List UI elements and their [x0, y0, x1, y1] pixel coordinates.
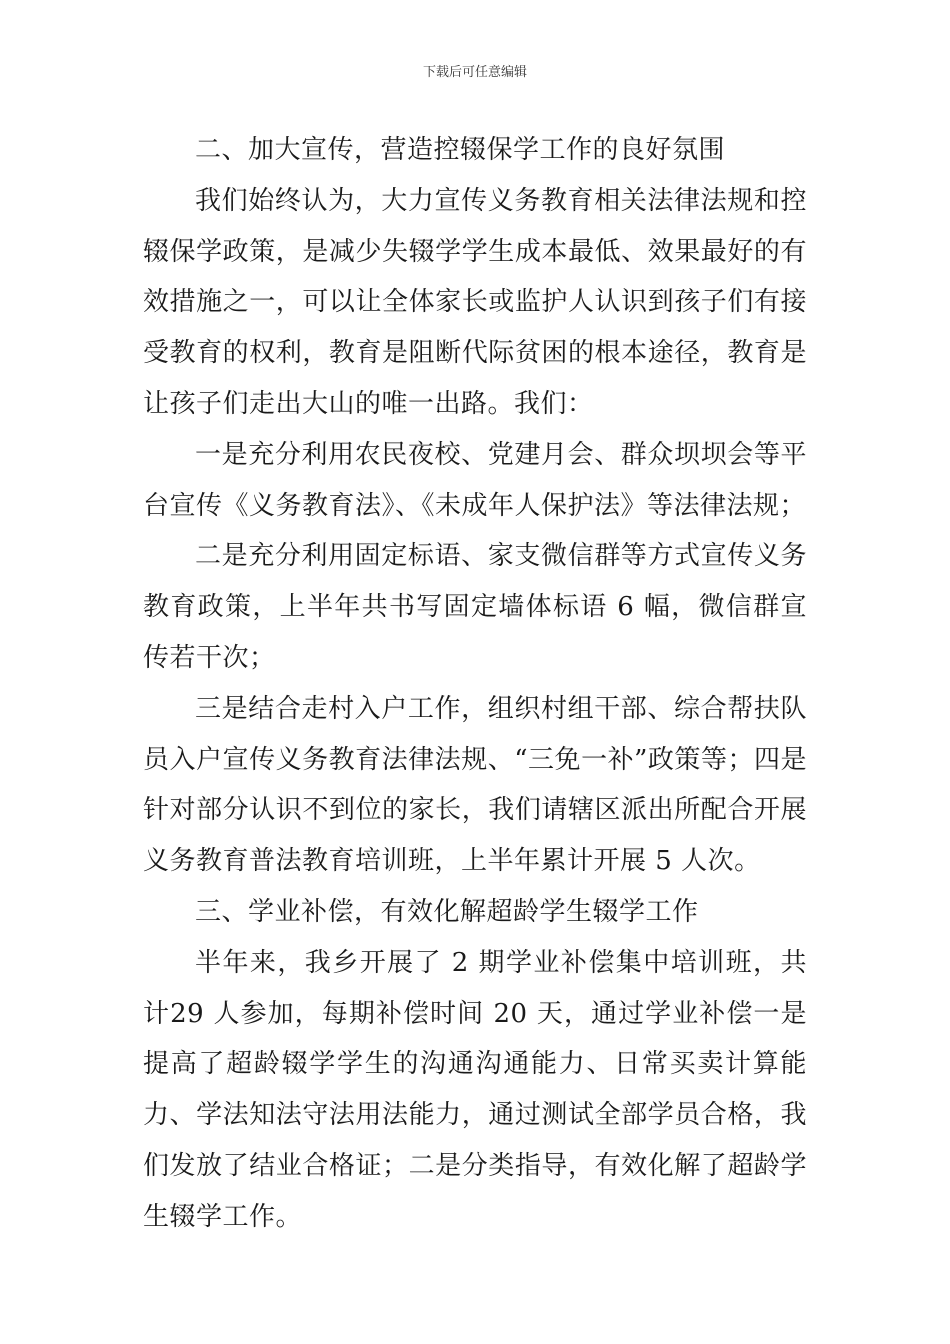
section-2-intro-paragraph: 我们始终认为，大力宣传义务教育相关法律法规和控辍保学政策，是减少失辍学学生成本最低、效果最好的有效措施之一，可以让全体家长或监护人认识到孩子们有接受教育的权利，教育是阻断代际贫困的根本途径，教育是让孩子们走出大山的唯一出路。我们：	[143, 185, 807, 419]
measure-2-paragraph: 二是充分利用固定标语、家支微信群等方式宣传义务教育政策，上半年共书写固定墙体标语 6 幅，微信群宣传若干次；	[143, 541, 807, 673]
section-3-body-paragraph: 半年来，我乡开展了 2 期学业补偿集中培训班，共计29 人参加，每期补偿时间 20 天，通过学业补偿一是提高了超龄辍学学生的沟通沟通能力、日常买卖计算能力、学法知法守法用法能力，通过测试全部学员合格，我们发放了结业合格证；二是分类指导，有效化解了超龄学生辍学工作。	[143, 947, 807, 1232]
page-header-note: 下载后可任意编辑	[422, 65, 527, 80]
section-3-heading: 三、学业补偿，有效化解超龄学生辍学工作	[195, 896, 699, 927]
measure-1-paragraph: 一是充分利用农民夜校、党建月会、群众坝坝会等平台宣传《义务教育法》、《未成年人保护法》等法律法规；	[143, 439, 807, 521]
document-body	[143, 125, 807, 1243]
section-2-heading: 二、加大宣传，营造控辍保学工作的良好氛围	[195, 135, 726, 165]
measure-3-paragraph: 三是结合走村入户工作，组织村组干部、综合帮扶队员入户宣传义务教育法律法规、“三免一补”政策等；四是针对部分认识不到位的家长，我们请辖区派出所配合开展义务教育普法教育培训班，上半年累计开展 5 人次。	[143, 693, 807, 877]
